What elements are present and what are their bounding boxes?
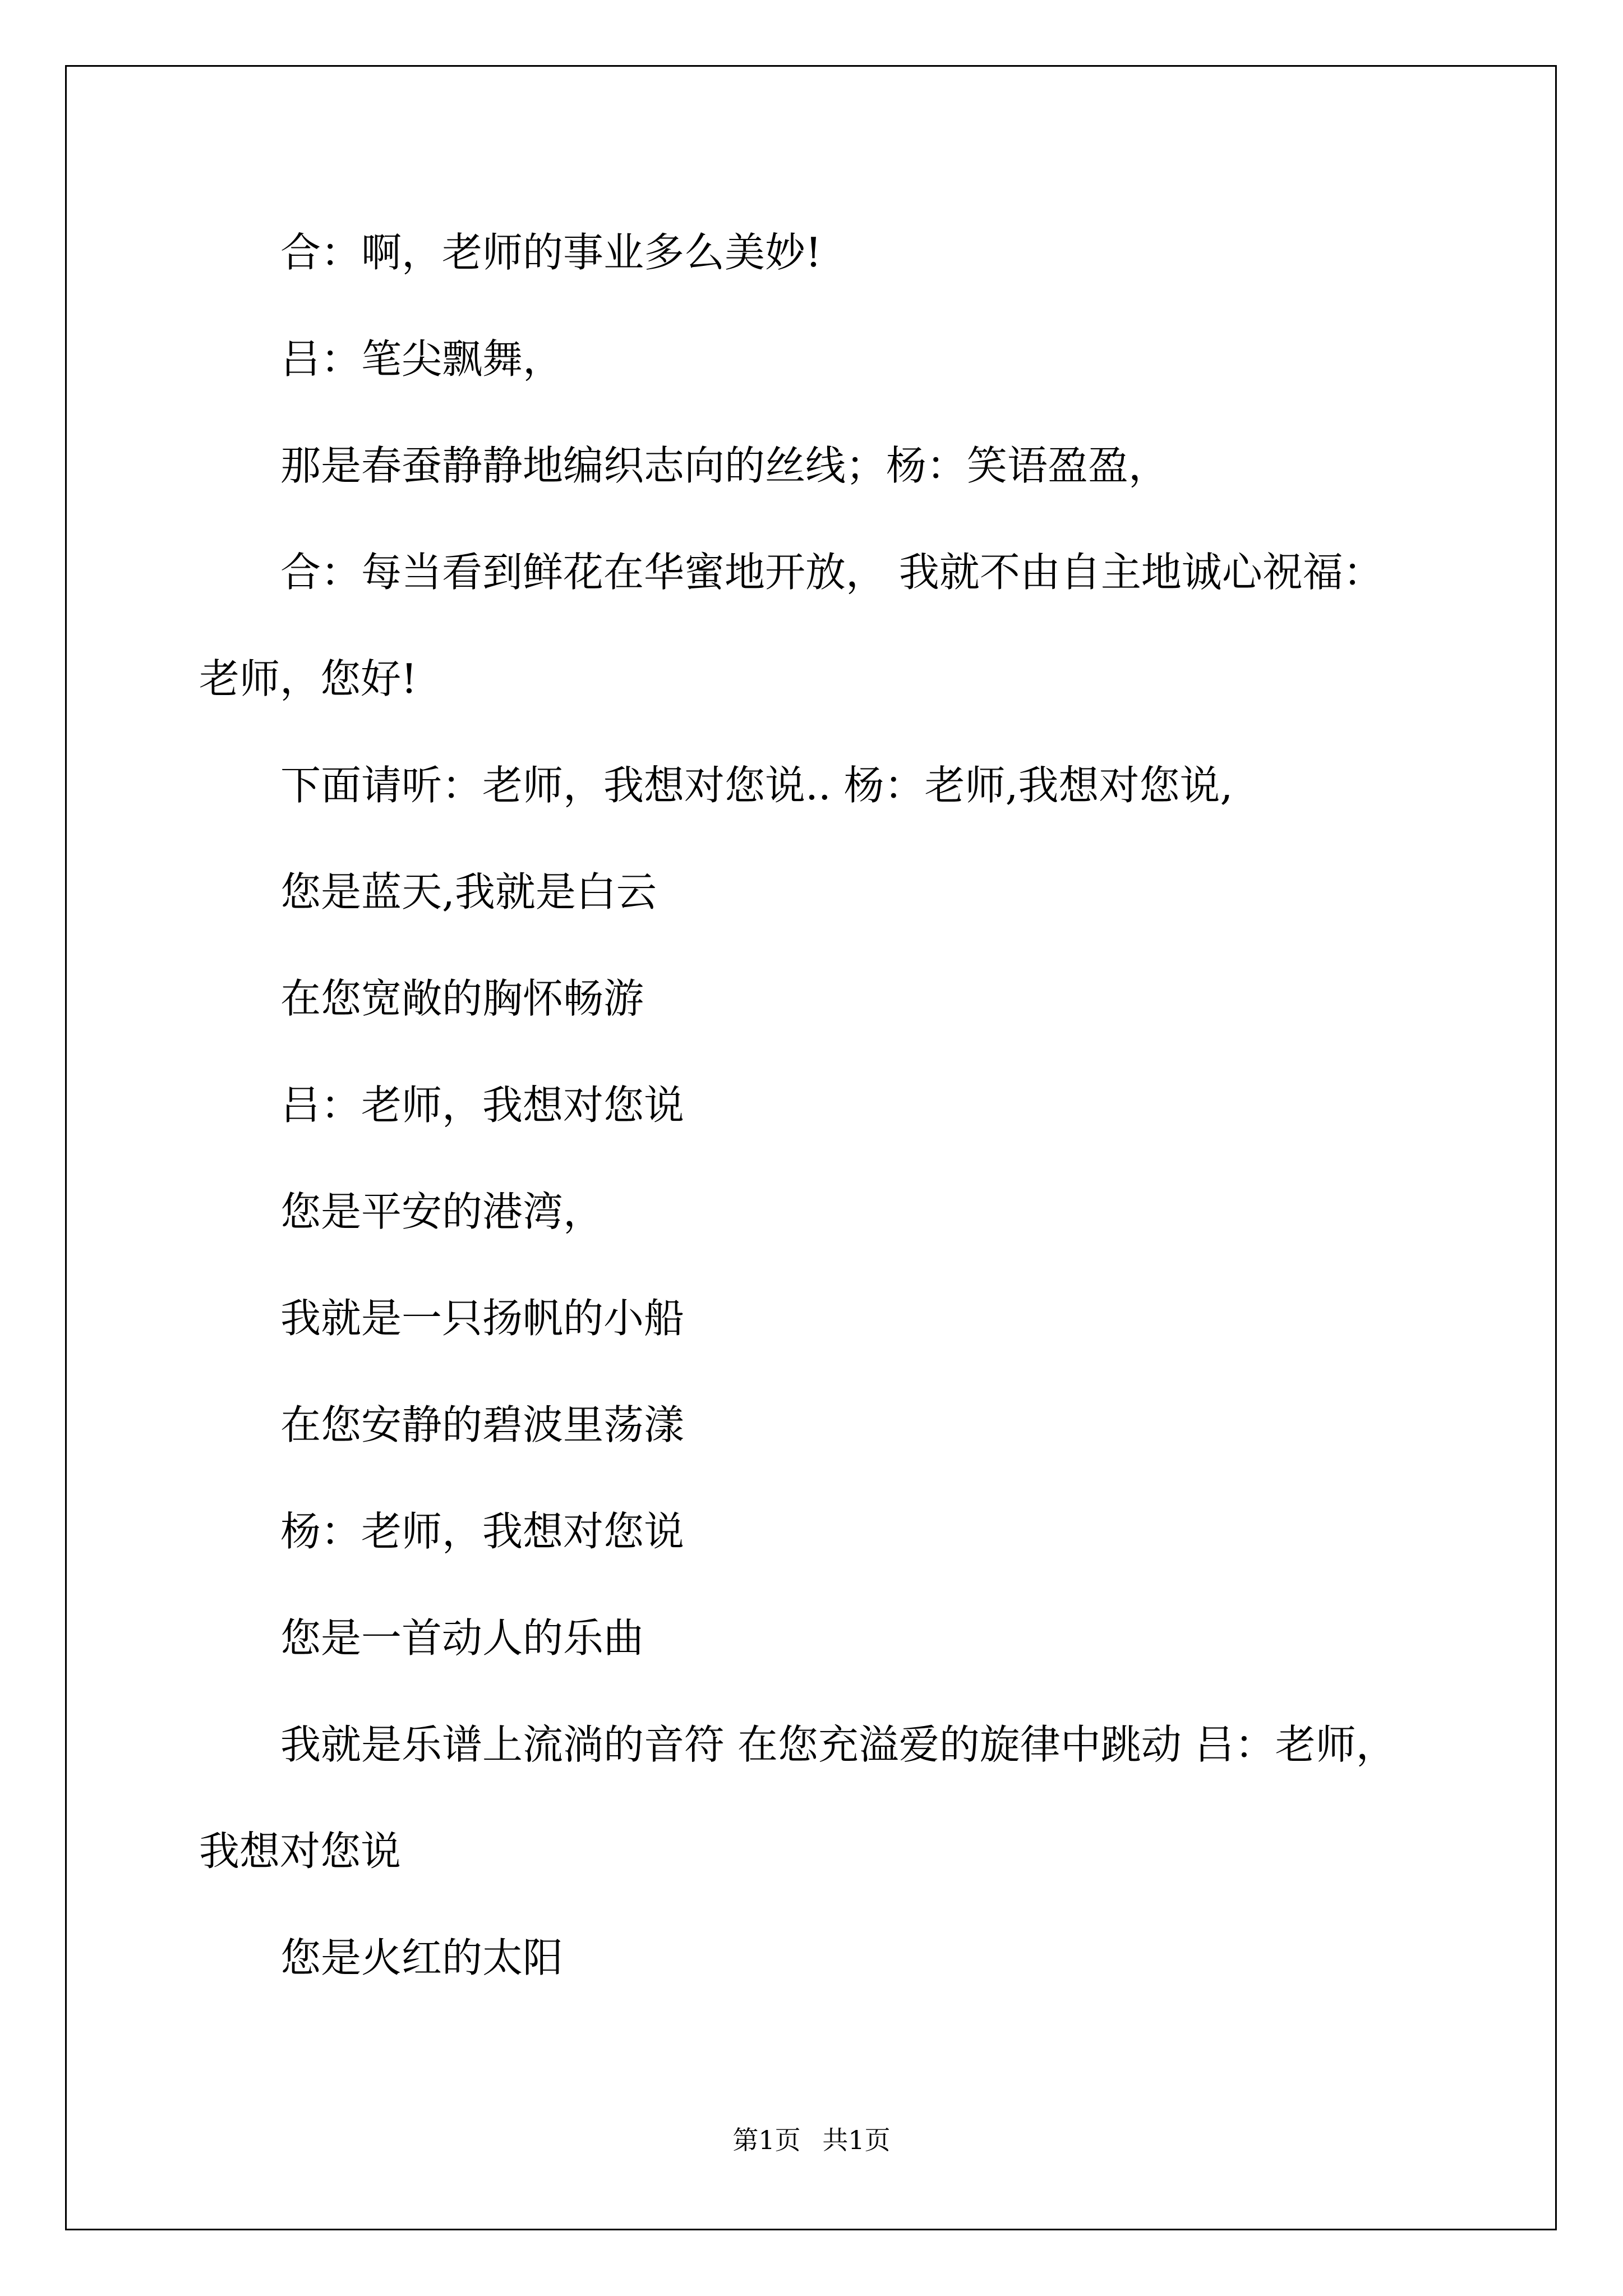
paragraph-line: 吕：笔尖飘舞， — [280, 335, 564, 383]
paragraph-line: 合：啊，老师的事业多么美妙! — [280, 229, 822, 276]
paragraph-line: 那是春蚕静静地编织志向的丝线；杨：笑语盈盈， — [280, 442, 1169, 489]
paragraph-line: 在您安静的碧波里荡漾 — [280, 1401, 685, 1448]
paragraph-line: 下面请听：老师，我想对您说.. 杨：老师,我想对您说, — [280, 762, 1233, 809]
paragraph-line: 杨：老师，我想对您说 — [280, 1508, 685, 1555]
paragraph-line: 我就是一只扬帆的小船 — [280, 1295, 685, 1342]
paragraph-line: 老师，您好! — [199, 655, 417, 702]
paragraph-line: 我想对您说 — [199, 1828, 402, 1875]
paragraph-line: 您是火红的太阳 — [280, 1934, 564, 1981]
page-total: 共1页 — [822, 2125, 891, 2155]
page-number: 第1页 — [732, 2125, 801, 2155]
paragraph-line: 吕：老师，我想对您说 — [280, 1082, 685, 1129]
paragraph-line: 您是平安的港湾， — [280, 1188, 604, 1235]
page-footer — [0, 2123, 1623, 2157]
paragraph-line: 合：每当看到鲜花在华蜜地开放， 我就不由自主地诚心祝福： — [280, 549, 1384, 596]
paragraph-line: 您是一首动人的乐曲 — [280, 1614, 644, 1662]
paragraph-line: 在您宽敞的胸怀畅游 — [280, 975, 644, 1022]
paragraph-line: 我就是乐谱上流淌的音符 在您充溢爱的旋律中跳动 吕：老师， — [280, 1721, 1396, 1768]
paragraph-line: 您是蓝天,我就是白云 — [280, 868, 657, 915]
